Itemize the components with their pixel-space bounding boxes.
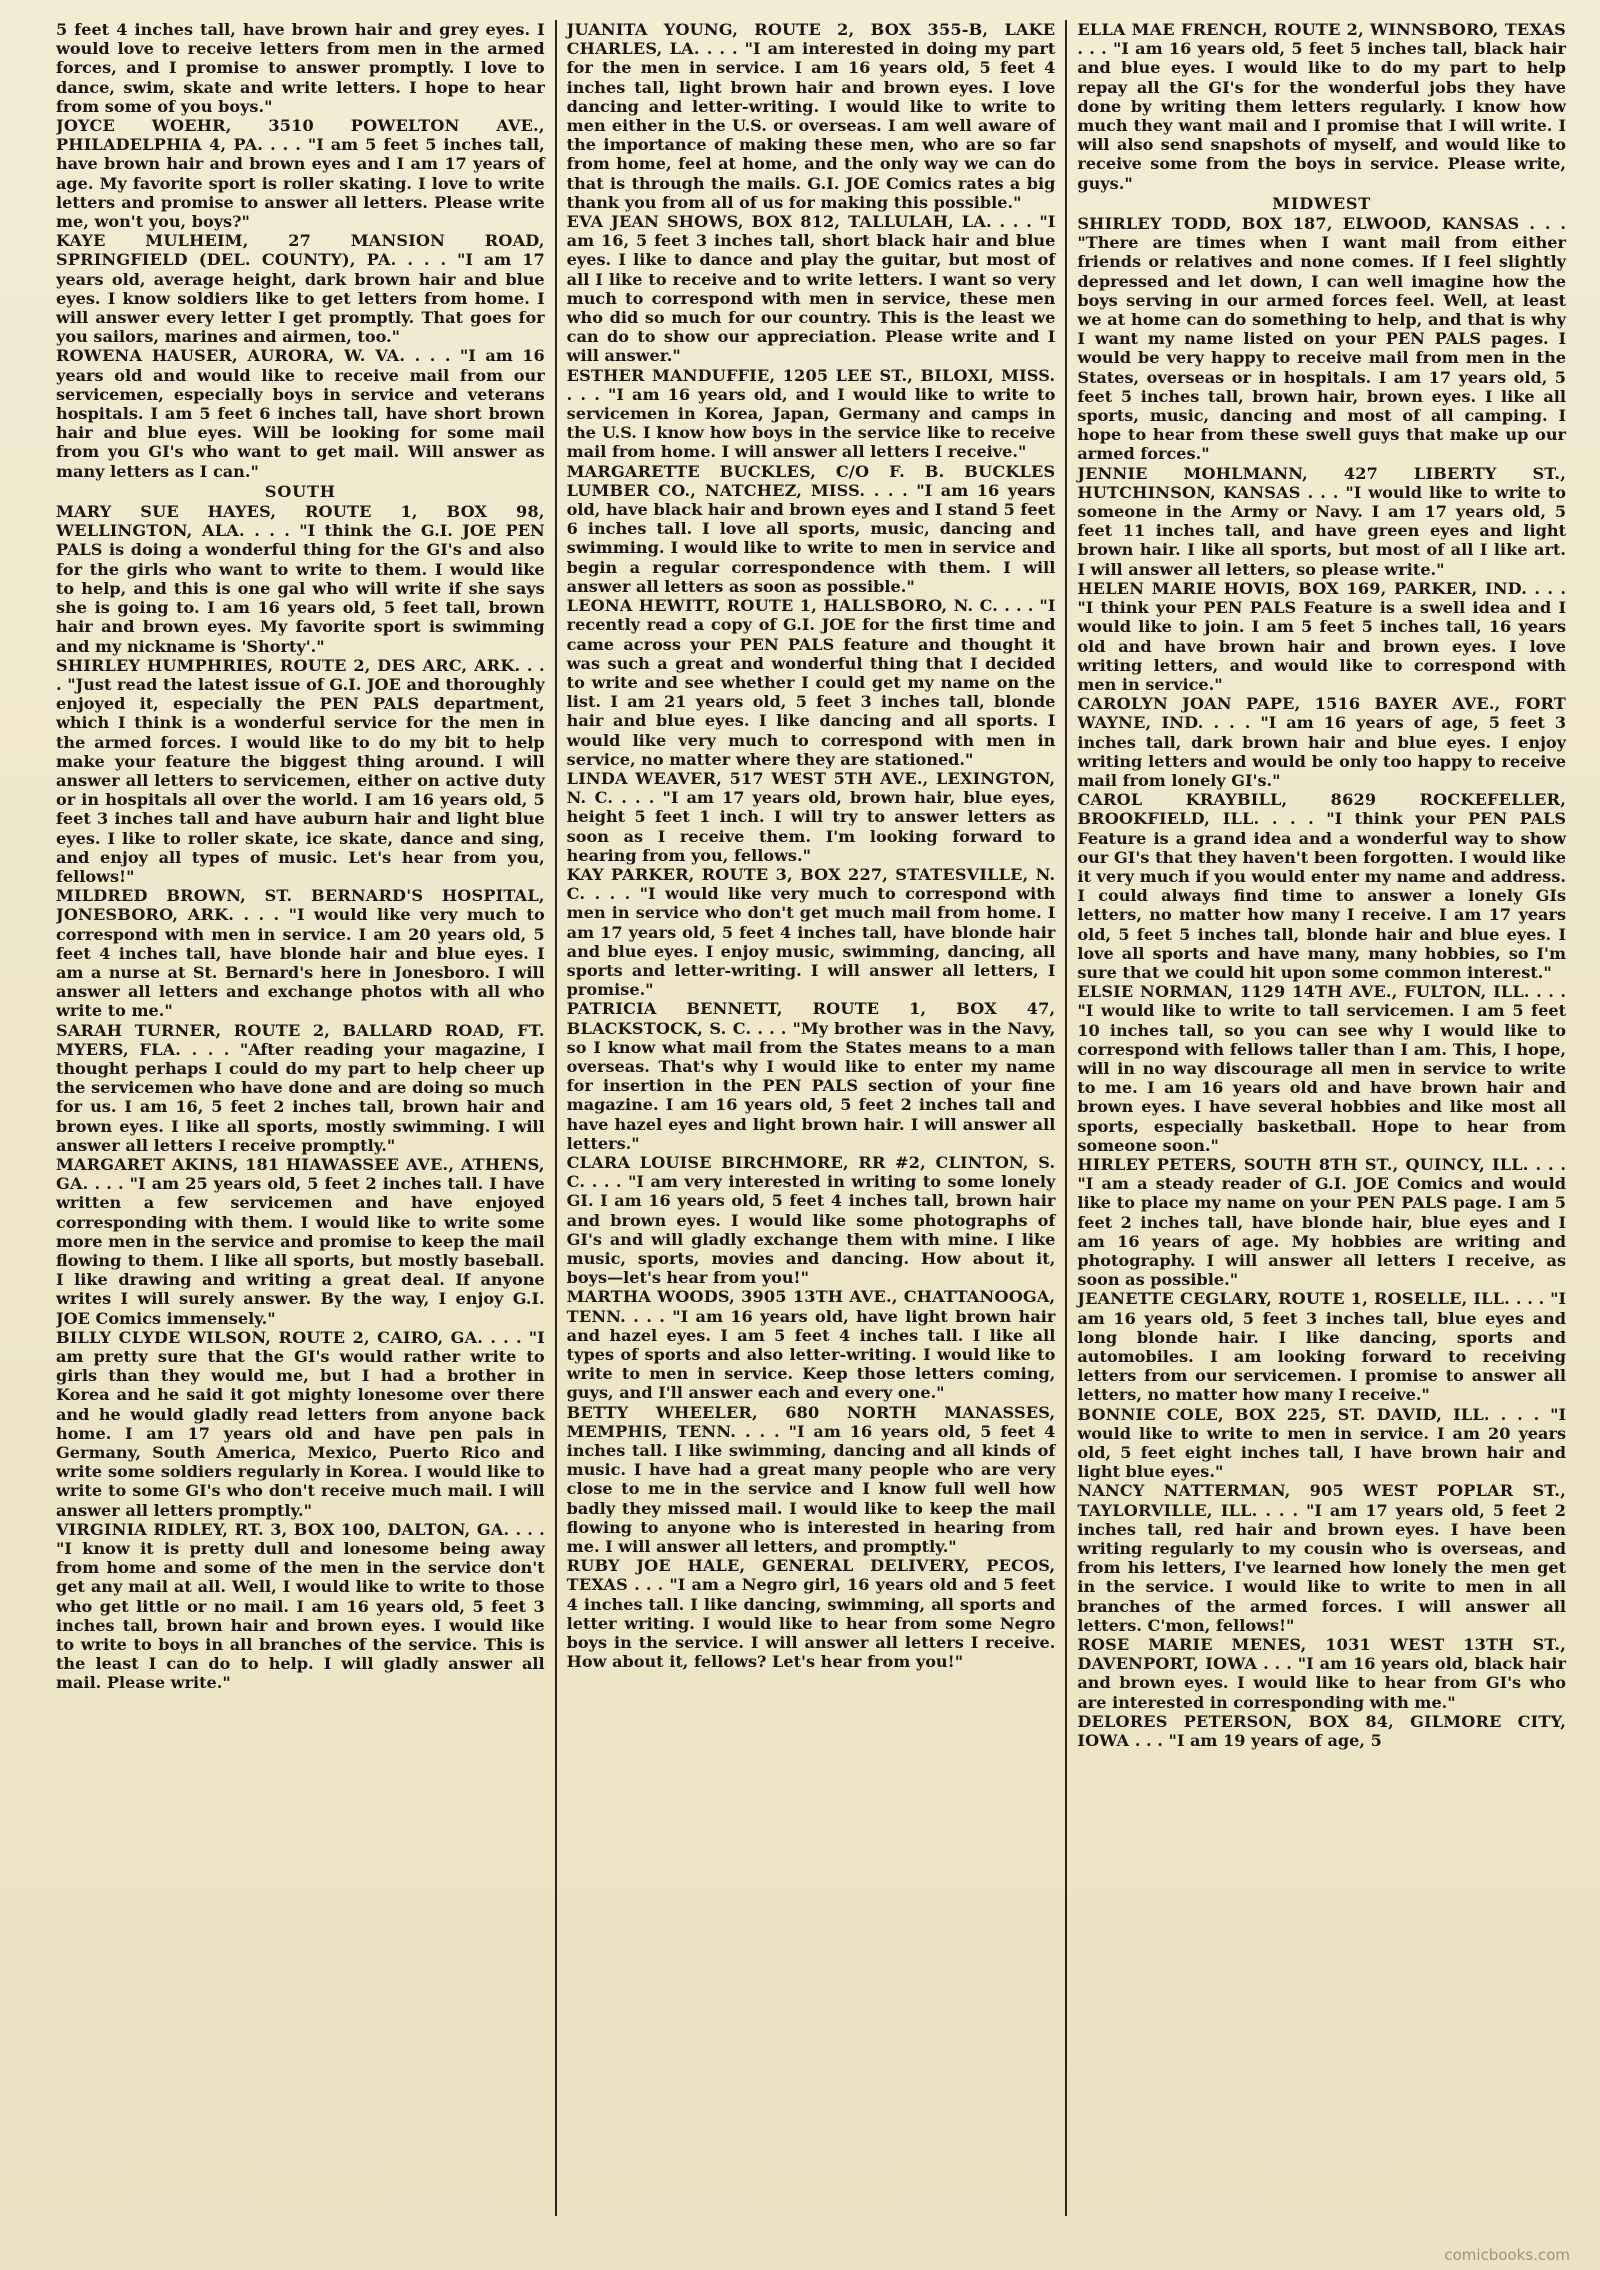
pen-pal-entry: [1077, 579, 1566, 694]
pen-pal-entry: [567, 1287, 1056, 1402]
entry-name-address: EVA JEAN SHOWS, BOX 812, TALLULAH, LA.: [566, 212, 992, 232]
pen-pal-entry: [56, 656, 545, 886]
entry-letter-text: . . . "I am 16 years old, 5 feet 5 inches tall, black hair and blue eyes. I would like to do my part to help repay all the GI's for the wonderful jobs they have done by writing them letters regularly. I know how much they want mail and I promise that I will write. I will also send snapshots of myself, and would like to receive some from the boys in service. Please write, guys.": [1077, 39, 1567, 193]
entry-name-address: KAYE MULHEIM, 27 MANSION ROAD, SPRINGFIELD (DEL. COUNTY), PA.: [56, 231, 545, 270]
entry-letter-text: . . . "I recently read a copy of G.I. JOE for the first time and came across your PEN PALS feature and thought it was such a great and wonderful thing that I decided to write and see whether I could get my name on the list. I am 21 years old, 5 feet 3 inches tall, blonde hair and blue eyes. I like dancing and all sports. I would like very much to correspond with men in service, no matter where they are stationed.": [566, 596, 1056, 769]
entry-letter-text: . . . "I think your PEN PALS Feature is a swell idea and I would like to join. I am 5 feet 5 inches tall, 16 years old and have brown hair and brown eyes. I love writing letters, and would like to correspond with men in service.": [1077, 578, 1567, 694]
entry-name-address: SHIRLEY HUMPHRIES, ROUTE 2, DES ARC, ARK.: [56, 655, 521, 675]
pen-pal-entry: [1077, 1289, 1566, 1404]
pen-pal-entry: [1077, 1481, 1566, 1635]
entry-name-address: ROSE MARIE MENES, 1031 WEST 13TH ST., DAVENPORT, IOWA: [1077, 1635, 1567, 1674]
entry-letter-text: . . . "I am 16 years old, have black hair and brown eyes and I stand 5 feet 6 inches tall. I love all sports, music, dancing and swimming. I would like to write to men in service and begin a regular correspondence with them. I will answer all letters as soon as possible.": [566, 480, 1056, 596]
pen-pal-entry: [56, 346, 545, 480]
pen-pal-entry: [1077, 214, 1566, 464]
pen-pal-entry: [567, 769, 1056, 865]
pen-pal-entry: [56, 1021, 545, 1155]
entry-letter-text: . . . "I know it is pretty dull and lonesome being away from home and some of the men in the service don't get any mail at all. Well, I would like to write to those who get little or no mail. I am 16 years old, 5 feet 3 inches tall, brown hair and brown eyes. I would like to write to boys in all branches of the service. This is the least I can do to help. I will gladly answer all mail. Please write.": [56, 1519, 545, 1693]
section-heading: MIDWEST: [1272, 193, 1372, 213]
pen-pal-entry: [56, 502, 545, 656]
entry-name-address: CAROLYN JOAN PAPE, 1516 BAYER AVE., FORT WAYNE, IND.: [1077, 694, 1567, 733]
pen-pal-entry: [56, 231, 545, 346]
pen-pal-entry: [1077, 694, 1566, 790]
column-right: [1065, 20, 1576, 2216]
pen-pal-entry: [1077, 1712, 1566, 1750]
pen-pal-entry: [56, 1328, 545, 1520]
entry-letter-text: . . . "There are times when I want mail from either friends or relatives and none comes. If I feel slightly depressed and let down, I can well imagine how the boys serving in our armed forces feel. Well, at least we at home can do something to help, and that is why I want my name listed on your PEN PALS pages. I would be very happy to receive mail from men in the States, overseas or in hospitals. I am 17 years old, 5 feet 5 inches tall, brown hair, brown eyes. I like all sports, music, dancing and most of all camping. I hope to hear from these swell guys that make up our armed forces.": [1077, 214, 1567, 464]
entry-name-address: BILLY CLYDE WILSON, ROUTE 2, CAIRO, GA.: [56, 1327, 484, 1347]
entry-name-address: MARGARET AKINS, 181 HIAWASSEE AVE., ATHENS, GA.: [56, 1154, 545, 1194]
entry-name-address: JENNIE MOHLMANN, 427 LIBERTY ST., HUTCHINSON, KANSAS: [1077, 463, 1567, 502]
columns-container: [56, 20, 1576, 2216]
entry-name-address: SARAH TURNER, ROUTE 2, BALLARD ROAD, FT. MYERS, FLA.: [56, 1020, 545, 1059]
entry-letter-text: . . . "My brother was in the Navy, so I know what mail from the States means to a man overseas. That's why I would like to enter my name for insertion in the PEN PALS section of your fine magazine. I am 16 years old, 5 feet 2 inches tall and have hazel eyes and light brown hair. I will answer all letters.": [566, 1018, 1056, 1153]
entry-letter-text: . . . "I am very interested in writing to some lonely GI. I am 16 years old, 5 feet 4 inches tall, brown hair and brown eyes. I would like some photographs of GI's and will gladly exchange them with mine. I like music, sports, movies and dancing. How about it, boys—let's hear from you!": [566, 1172, 1056, 1288]
pen-pal-entry: [56, 1520, 545, 1693]
pen-pal-entry: [1077, 1155, 1566, 1289]
entry-letter-text: . . . "I am 16 years old, and I would like to write to servicemen in Korea, Japan, Germany and camps in the U.S. I know how boys in the service like to receive mail from home. I will answer all letters I receive.": [566, 384, 1056, 462]
entry-letter-text: . . . "I think the G.I. JOE PEN PALS is doing a wonderful thing for the GI's and also for the girls who want to write to them. I would like to help, and this is one gal who will write if she says she is going to. I am 16 years old, 5 feet tall, brown hair and brown eyes. My favorite sport is swimming and my nickname is 'Shorty'.": [56, 521, 545, 656]
pen-pal-entry: [567, 212, 1056, 366]
pen-pal-entry: [567, 20, 1056, 212]
pen-pal-entry: [1077, 982, 1566, 1155]
pen-pal-entry: [56, 116, 545, 231]
site-watermark: comicbooks.com: [1444, 2246, 1570, 2264]
entry-name-address: MILDRED BROWN, ST. BERNARD'S HOSPITAL, JONESBORO, ARK.: [56, 886, 545, 925]
entry-name-address: VIRGINIA RIDLEY, RT. 3, BOX 100, DALTON, GA.: [56, 1519, 510, 1539]
entry-letter-text: . . . "I am 16, 5 feet 3 inches tall, short black hair and blue eyes. I like to dance and play the guitar, but most of all I like to receive and to write letters. I want so very much to correspond with men in service, these men who did so much for our country. This is the least we can do to show our appreciation. Please write and I will answer.": [566, 212, 1056, 366]
pen-pal-entry: [567, 462, 1056, 596]
pen-pal-entry: [1077, 790, 1566, 982]
column-middle: [555, 20, 1066, 2216]
entry-name-address: LEONA HEWITT, ROUTE 1, HALLSBORO, N. C.: [566, 596, 999, 616]
section-heading: SOUTH: [264, 481, 336, 501]
pen-pal-entry: [1077, 20, 1566, 193]
entry-name-address: JEANETTE CEGLARY, ROUTE 1, ROSELLE, ILL.: [1077, 1289, 1510, 1309]
entry-name-address: MARGARETTE BUCKLES, C/O F. B. BUCKLES LUMBER CO., NATCHEZ, MISS.: [566, 461, 1056, 500]
pen-pal-entry: [56, 1155, 545, 1328]
entry-letter-text: . . . "I am 17 years old, average height, dark brown hair and blue eyes. I know soldiers like to get letters from home. I will answer every letter I get promptly. That goes for you sailors, marines and airmen, too.": [56, 250, 545, 347]
pen-pal-entry: [1077, 1405, 1566, 1482]
entry-letter-text: . . . "After reading your magazine, I thought perhaps I could do my part to help cheer up the servicemen who have done and are doing so much for us. I am 16, 5 feet 2 inches tall, brown hair and brown eyes. I like all sports, mostly swimming. I will answer all letters I receive promptly.": [56, 1039, 545, 1155]
entry-letter-text: . . . "I am 16 years old and would like to receive mail from our servicemen, especially boys in service and veterans hospitals. I am 5 feet 6 inches tall, have short brown hair and blue eyes. Will be looking for some mail from you GI's who want to get mail. Will answer as many letters as I can.": [56, 346, 545, 481]
entry-name-address: MARTHA WOODS, 3905 13TH AVE., CHATTANOOGA, TENN.: [566, 1287, 1056, 1326]
entry-letter-text: . . . "I am 16 years old, 5 feet 4 inches tall. I like swimming, dancing and all kinds of music. I have had a great many people who are very close to me in the service and I know full well how badly they missed mail. I would like to keep the mail flowing to anyone who is interested in hearing from me. I will answer all letters, and promptly.": [566, 1421, 1056, 1557]
entry-letter-text: . . . "I am 17 years old, 5 feet 2 inches tall, red hair and brown eyes. I have been writing regularly to my cousin who is overseas, and from his letters, I've learned how lonely the men get in the service. I would like to write to men in all branches of the armed forces. I will answer all letters. C'mon, fellows!": [1077, 1500, 1567, 1635]
entry-name-address: SHIRLEY TODD, BOX 187, ELWOOD, KANSAS: [1077, 214, 1520, 234]
entry-letter-text: . . . "I am 16 years old, black hair and brown eyes. I would like to hear from GI's who are interested in corresponding with me.": [1077, 1654, 1567, 1712]
entry-name-address: ESTHER MANDUFFIE, 1205 LEE ST., BILOXI, MISS.: [566, 365, 1056, 385]
entry-letter-text: . . . "I think your PEN PALS Feature is a grand idea and a wonderful way to show our GI's that they haven't been forgotten. I would like it very much if you would enter my name and address. I could always find time to answer a lonely GIs letters, no matter how many I receive. I am 17 years old, 5 feet 5 inches tall, blonde hair and blue eyes. I love all sports and have many, many hobbies, so I'm sure that we could hit upon some common interest.": [1077, 809, 1567, 982]
entry-letter-text: . . . "I am 25 years old, 5 feet 2 inches tall. I have written a few servicemen and have enjoyed corresponding with them. I would like to write some more men in the service and promise to keep the mail flowing to them. I like all sports, but mostly baseball. I like drawing and writing a great deal. If anyone writes I will surely answer. By the way, I enjoy G.I. JOE Comics immensely.": [56, 1174, 545, 1328]
entry-name-address: CAROL KRAYBILL, 8629 ROCKEFELLER, BROOKFIELD, ILL.: [1077, 790, 1567, 829]
pen-pal-entry: [567, 999, 1056, 1153]
entry-name-address: BETTY WHEELER, 680 NORTH MANASSES, MEMPHIS, TENN.: [566, 1402, 1056, 1441]
entry-name-address: MARY SUE HAYES, ROUTE 1, BOX 98, WELLINGTON, ALA.: [56, 502, 545, 541]
entry-letter-text: . . . "I would like very much to correspond with men in service. I am 20 years old, 5 feet 4 inches tall, have blonde hair and blue eyes. I am a nurse at St. Bernard's here in Jonesboro. I will answer all letters and exchange photos with all who write to me.": [56, 905, 545, 1021]
entry-name-address: JOYCE WOEHR, 3510 POWELTON AVE., PHILADELPHIA 4, PA.: [56, 116, 545, 155]
entry-name-address: BONNIE COLE, BOX 225, ST. DAVID, ILL.: [1077, 1404, 1490, 1424]
pen-pal-entry: [1077, 1635, 1566, 1712]
entry-letter-text: . . . "I am a Negro girl, 16 years old and 5 feet 4 inches tall. I like dancing, swimming, all sports and letter writing. I would like to hear from some Negro boys in the service. I will answer all letters I receive. How about it, fellows? Let's hear from you!": [566, 1575, 1056, 1672]
entry-name-address: JUANITA YOUNG, ROUTE 2, BOX 355-B, LAKE CHARLES, LA.: [566, 20, 1056, 59]
pen-pal-entry: [567, 596, 1056, 769]
entry-name-address: ROWENA HAUSER, AURORA, W. VA.: [56, 346, 406, 366]
entry-name-address: DELORES PETERSON, BOX 84, GILMORE CITY, IOWA: [1077, 1711, 1567, 1751]
pen-pal-entry: [1077, 464, 1566, 579]
entry-name-address: RUBY JOE HALE, GENERAL DELIVERY, PECOS, TEXAS: [566, 1556, 1056, 1595]
pen-pal-entry: [567, 366, 1056, 462]
entry-letter-text: . . . "I am interested in doing my part for the men in service. I am 16 years old, 5 feet 4 inches tall, light brown hair and brown eyes. I love dancing and letter-writing. I would like to write to men either in the U.S. or overseas. I am well aware of the importance of making these men, who are so far from home, feel at home, and the only way we can do that is through the mails. G.I. JOE Comics rates a big thank you from all of us for making this possible.": [566, 39, 1056, 212]
entry-name-address: NANCY NATTERMAN, 905 WEST POPLAR ST., TAYLORVILLE, ILL.: [1077, 1481, 1567, 1520]
entry-letter-text: . . . "I am 19 years of age, 5: [1129, 1731, 1382, 1751]
entry-letter-text: . . . "I would like to write to someone in the Army or Navy. I am 17 years old, 5 feet 11 inches tall, and have green eyes and light brown hair. I like all sports, but most of all I like art. I will answer all letters, so please write.": [1077, 482, 1567, 579]
entry-name-address: ELLA MAE FRENCH, ROUTE 2, WINNSBORO, TEXAS: [1077, 20, 1567, 39]
letter-continuation: 5 feet 4 inches tall, have brown hair and grey eyes. I would love to receive letters from men in the armed forces, and I promise to answer promptly. I love to dance, swim, skate and write letters. I hope to hear from some of you boys.": [56, 20, 545, 116]
entry-letter-text: . . . "I would like to write to men in service. I am 20 years old, 5 feet eight inches tall, I have brown hair and light blue eyes.": [1077, 1404, 1567, 1482]
entry-name-address: HIRLEY PETERS, SOUTH 8TH ST., QUINCY, ILL.: [1077, 1154, 1529, 1174]
entry-name-address: KAY PARKER, ROUTE 3, BOX 227, STATESVILLE, N. C.: [566, 864, 1056, 904]
entry-letter-text: . . . "I am 17 years old, brown hair, blue eyes, height 5 feet 1 inch. I will try to answer letters as soon as I receive them. I'm looking forward to hearing from you, fellows.": [566, 788, 1056, 865]
pen-pal-entry: [567, 1556, 1056, 1671]
pen-pal-entry: [567, 1403, 1056, 1557]
entry-letter-text: . . . "I am 16 years of age, 5 feet 3 inches tall, dark brown hair and blue eyes. I enjoy writing letters and would be only too happy to receive mail from lonely GI's.": [1077, 713, 1567, 790]
entry-name-address: PATRICIA BENNETT, ROUTE 1, BOX 47, BLACKSTOCK, S. C.: [566, 999, 1056, 1038]
entry-letter-text: . . . "I am 5 feet 5 inches tall, have brown hair and brown eyes and I am 17 years of age. My favorite sport is roller skating. I love to write letters and promise to answer all letters. Please write me, won't you, boys?": [56, 135, 545, 232]
entry-letter-text: . . . "Just read the latest issue of G.I. JOE and thoroughly enjoyed it, especially the PEN PALS department, which I think is a wonderful service for the men in the armed forces. I would like to do my bit to help make your feature the biggest thing around. I will answer all letters to servicemen, either on active duty or in hospitals all over the world. I am 16 years old, 5 feet 3 inches tall and have auburn hair and light blue eyes. I like to roller skate, ice skate, dance and sing, and enjoy all types of music. Let's hear from you, fellows!": [56, 655, 545, 886]
column-left: [56, 20, 555, 2216]
entry-letter-text: . . . "I am 16 years old, 5 feet 3 inches tall, blue eyes and long blonde hair. I like dancing, sports and automobiles. I am looking forward to receiving letters from our servicemen. I promise to answer all letters, no matter how many I receive.": [1077, 1289, 1567, 1405]
pen-pal-entry: [567, 1153, 1056, 1287]
entry-name-address: LINDA WEAVER, 517 WEST 5TH AVE., LEXINGTON, N. C.: [566, 768, 1056, 808]
entry-name-address: CLARA LOUISE BIRCHMORE, RR #2, CLINTON, S. C.: [566, 1152, 1056, 1192]
entry-letter-text: . . . "I am a steady reader of G.I. JOE Comics and would like to place my name on your PEN PALS page. I am 5 feet 2 inches tall, have blonde hair, blue eyes and I am 16 years of age. My hobbies are writing and photography. I will answer all letters I receive, as soon as possible.": [1077, 1154, 1567, 1290]
entry-letter-text: . . . "I would like to write to tall servicemen. I am 5 feet 10 inches tall, so you can see why I would like to correspond with fellows taller than I am. This, I hope, will in no way discourage all men in service to write to me. I am 16 years old and have brown hair and brown eyes. I have several hobbies and like most all sports, especially basketball. Hope to hear from someone soon.": [1077, 982, 1567, 1155]
entry-name-address: ELSIE NORMAN, 1129 14TH AVE., FULTON, ILL.: [1077, 982, 1530, 1002]
entry-name-address: HELEN MARIE HOVIS, BOX 169, PARKER, IND.: [1077, 578, 1528, 598]
entry-letter-text: . . . "I am 16 years old, have light brown hair and hazel eyes. I am 5 feet 4 inches tall. I like all types of sports and also letter-writing. I would like to write to men in service. Keep those letters coming, guys, and I'll answer each and every one.": [566, 1306, 1056, 1403]
entry-letter-text: . . . "I am pretty sure that the GI's would rather write to girls than they would me, but I had a brother in Korea and he said it got mighty lonesome over there and he would gladly read letters from anyone back home. I am 17 years old and have pen pals in Germany, South America, Mexico, Puerto Rico and write some soldiers regularly in Korea. I would like to write to some GI's who don't receive much mail. I will answer all letters promptly.": [56, 1327, 545, 1520]
entry-letter-text: . . . "I would like very much to correspond with men in service who don't get much mail from home. I am 17 years old, 5 feet 4 inches tall, have blonde hair and blue eyes. I enjoy music, swimming, dancing, all sports and letter-writing. I will answer all letters, I promise.": [566, 884, 1056, 1000]
pen-pal-entry: [567, 865, 1056, 999]
pen-pal-entry: [56, 886, 545, 1020]
